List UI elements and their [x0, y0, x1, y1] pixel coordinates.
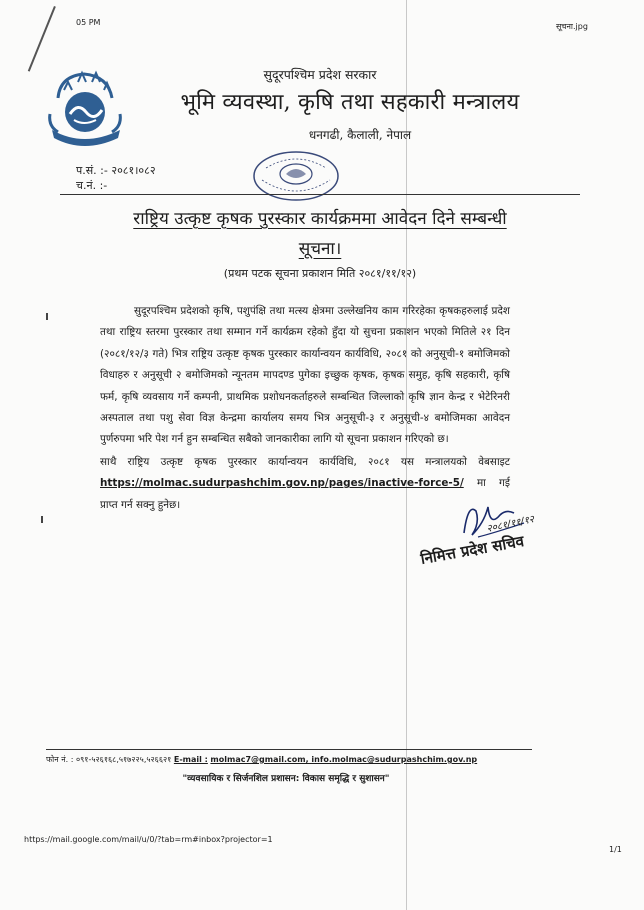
margin-mark	[46, 313, 48, 320]
ministry-website-link[interactable]: https://molmac.sudurpashchim.gov.np/pages/inactive-force-5/	[100, 477, 464, 490]
notice-body-paragraph: सुदूरपश्चिम प्रदेशको कृषि, पशुपंक्षि तथा मत्स्य क्षेत्रमा उल्लेखनिय काम गरिरहेका कृषकहरुलाई प्रदेश तथा राष्ट्रिय स्तरमा पुरस्कार तथा सम्मान गर्ने कार्यक्रम रहेको हुँदा यो सुचना प्रकाशन भएको मितिले २१ दिन (२०८१/१२/३ गते) भित्र राष्ट्रिय उत्कृष्ट कृषक पुरस्कार कार्यान्वयन कार्यविधि, २०८१ को अनुसूची-१ बमोजिमको विधाहरु र अनुसूची २ बमोजिमको न्यूनतम मापदण्ड पुगेका इच्छुक कृषक, कृषक समुह, कृषि सहकारी, कृषि फर्म, कृषि व्यवसाय गर्ने कम्पनी, प्राथमिक प्रशोधनकर्ताहरुले सम्बन्धित जिल्लाको कृषि ज्ञान केन्द्र र भेटेरिनरी अस्पताल तथा पशु सेवा विज्ञ केन्द्रमा कार्यालय समय भित्र अनुसूची-३ र अनुसूची-४ बमोजिमका आवेदन पुर्णरुपमा भरि पेश गर्न हुन सम्बन्धित सबैको जानकारीका लागि यो सूचना प्रकाशन गरिएको छ।	[100, 305, 510, 446]
government-name: सुदूरपश्चिम प्रदेश सरकार	[263, 67, 377, 82]
print-source-url: https://mail.google.com/mail/u/0/?tab=rm#inbox?projector=1	[24, 835, 273, 844]
website-paragraph-tail: मा गई प्राप्त गर्न सक्नु हुनेछ।	[100, 477, 510, 511]
dispatch-number: च.नं. :-	[76, 179, 108, 192]
footer-phone: फोन नं. : ०९१-५२६१६८,५१७२२५,५२६६२१	[46, 755, 172, 764]
scan-edge-mark	[28, 6, 56, 72]
notice-label: सूचना।	[298, 239, 342, 259]
publication-date: (प्रथम पटक सूचना प्रकाशन मिति २०८१/११/१२)	[223, 267, 417, 280]
office-address: धनगढी, कैलाली, नेपाल	[308, 128, 412, 142]
notice-website-paragraph	[100, 452, 510, 516]
footer-email-label: E-mail :	[173, 755, 208, 764]
page-count: 1/1	[609, 845, 622, 854]
website-paragraph-lead: साथै राष्ट्रिय उत्कृष्ट कृषक पुरस्कार कार्यान्वयन कार्यविधि, २०८१ यस मन्त्रालयको वेबसाइट	[100, 456, 510, 468]
office-stamp-icon	[244, 146, 348, 206]
ministry-motto: "व्यवसायिक र सिर्जनशिल प्रशासन: विकास समृद्धि र सुशासन"	[182, 774, 390, 784]
margin-mark	[41, 516, 43, 523]
signature-date: २०८१/११/१२	[485, 514, 536, 535]
print-time: 05 PM	[76, 18, 101, 27]
ministry-name: भूमि व्यवस्था, कृषि तथा सहकारी मन्त्रालय	[180, 90, 520, 115]
footer-contact	[46, 754, 546, 765]
footer-divider	[46, 749, 532, 750]
notice-title: राष्ट्रिय उत्कृष्ट कृषक पुरस्कार कार्यक्रममा आवेदन दिने सम्बन्धी	[133, 209, 507, 229]
signatory-designation: निमित्त प्रदेश सचिव	[419, 532, 526, 568]
reference-number: प.सं. :- २०८१।०८२	[76, 164, 156, 177]
header-divider	[60, 194, 580, 195]
file-name: सूचना.jpg	[556, 22, 588, 31]
footer-emails[interactable]: molmac7@gmail.com, info.molmac@sudurpashchim.gov.np	[210, 755, 478, 764]
